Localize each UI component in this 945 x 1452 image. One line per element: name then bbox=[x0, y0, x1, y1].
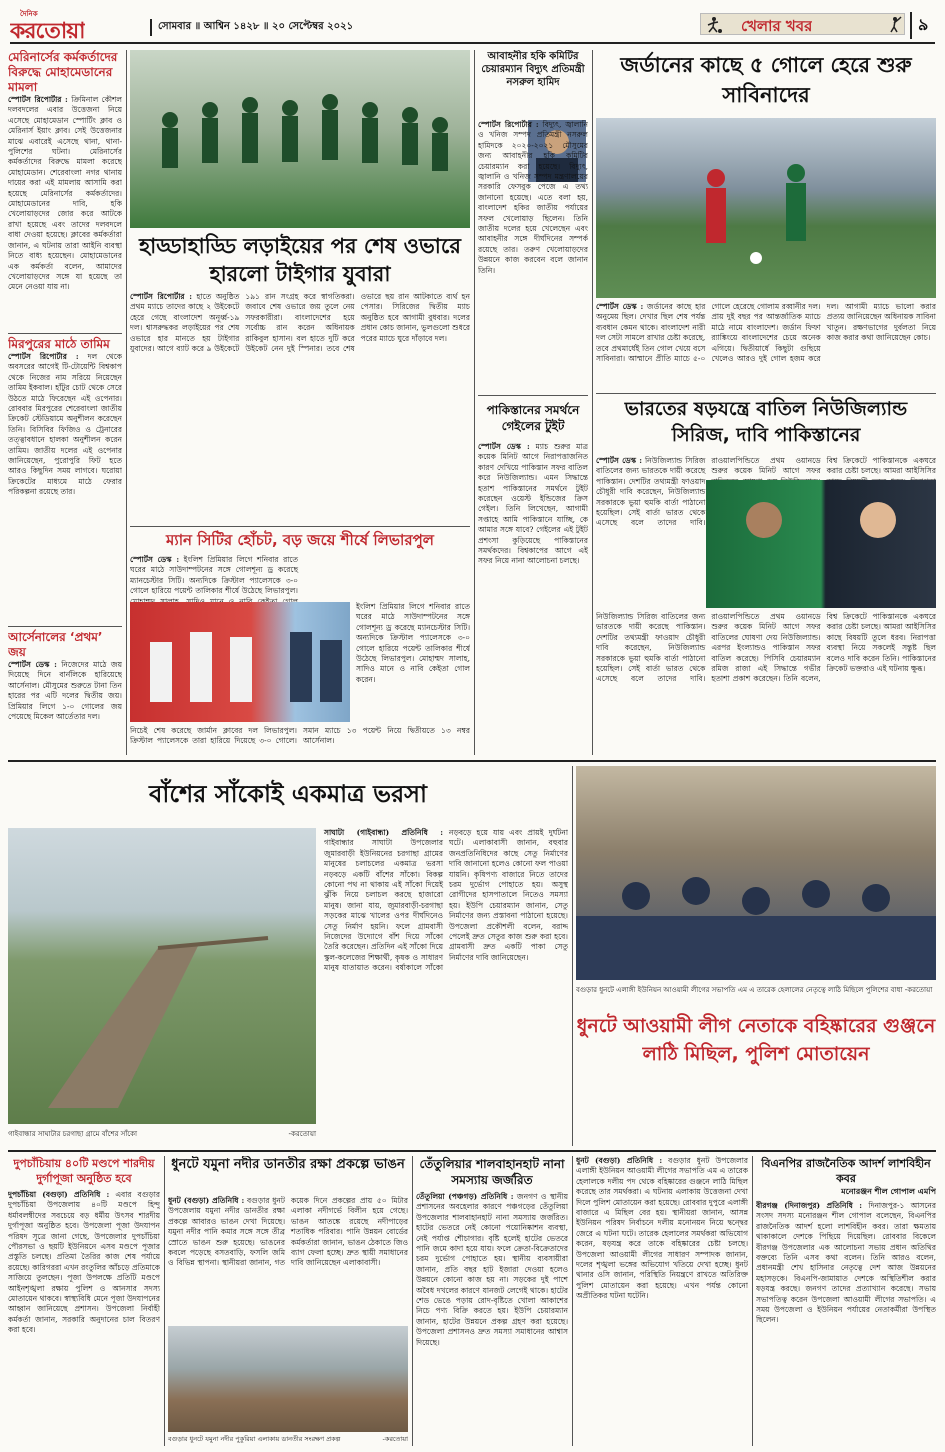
section-title: খেলার খবর bbox=[741, 17, 813, 35]
portraits bbox=[706, 480, 936, 608]
bamboo-bridge-photo bbox=[8, 828, 316, 1124]
byline: স্পোর্টস ডেস্ক : bbox=[596, 302, 644, 311]
riverbank-caption bbox=[168, 1434, 408, 1445]
story-arsenal bbox=[8, 660, 122, 750]
logo-small: দৈনিক bbox=[20, 10, 38, 18]
liverpool-caption: নিচেই শেষ করেছে জার্মান ক্লাবের দল লিভারপুল। ক্রিস্টাল প্যালেসকে তারা হারিয়ে দিয়েছে ৩-০ গোলে। সমান ম্যাচে ১৩ পয়েন্ট নিয়ে দ্বিতীয়তে ১৩ নম্বর আর্সেনাল। bbox=[130, 726, 470, 746]
headline-jamuna: ধুনটে যমুনা নদীর ডানতীর রক্ষা প্রকল্পে ভাঙন bbox=[171, 1157, 405, 1172]
byline: তেঁতুলিয়া (পঞ্চগড়) প্রতিনিধি : bbox=[416, 1192, 514, 1201]
byline: স্পোর্টস রিপোর্টার : bbox=[8, 95, 68, 104]
byline: সাঘাটা (গাইবান্ধা) প্রতিনিধি : bbox=[324, 828, 443, 837]
story-gayle bbox=[478, 442, 588, 752]
body: গাইবান্ধার সাঘাটা উপজেলার জুমারবাড়ী ইউনিয়নের চরগাছা গ্রামের মানুষের চলাচলের একমাত্র ভরসা নড়বড়ে একটি বাঁশের সাঁকো। বিকল্প কোনো পথ না থাকায় এই সাঁকো দিয়েই ঝুঁকি নিয়ে চলাচল করছে হাজারো মানুষ। জানা যায়, জুমারবাড়ী-চরগাছা সড়কের মাঝে খালের ওপর দীর্ঘদিনেও সেতু নির্মাণ হয়নি। ফলে গ্রামবাসী নিজেদের উদ্যোগে বাঁশ দিয়ে সাঁকো তৈরি করেছেন। প্রতিদিন এই সাঁকো দিয়ে স্কুল-কলেজের শিক্ষার্থী, কৃষক ও সাধারণ মানুষ যাতায়াত করেন। বর্ষাকালে সাঁকো নড়বড়ে হয়ে যায় এবং প্রায়ই দুর্ঘটনা ঘটে। এলাকাবাসী জানান, বহুবার জনপ্রতিনিধিদের কাছে সেতু নির্মাণের দাবি জানানো হলেও কোনো ফল পাওয়া যায়নি। কৃষিপণ্য বাজারে নিতে তাদের চরম দুর্ভোগ পোহাতে হয়। অসুস্থ রোগীদের হাসপাতালে নিতেও সমস্যা হয়। ইউপি চেয়ারম্যান জানান, সেতু নির্মাণের জন্য প্রস্তাবনা পাঠানো হয়েছে। উপজেলা প্রকৌশলী বলেন, বরাদ্দ পেলেই দ্রুত সেতুর কাজ শুরু করা হবে। গ্রামবাসী দ্রুত একটি পাকা সেতু নির্মাণের দাবি জানিয়েছেন। bbox=[324, 828, 568, 973]
bnp-story bbox=[756, 1156, 936, 1446]
body: দল থেকে অবসরের আগেই টি-টোয়েন্টি বিশ্বকাপ থেকে নিজের নাম সরিয়ে নিয়েছেন তামিম ইকবাল। হাঁটুর চোট থেকে সেরে উঠতে মাঠে ফিরেছেন এই ওপেনার। রোববার মিরপুরের শেরেবাংলা জাতীয় ক্রিকেট স্টেডিয়ামে অনুশীলন করেছেন তিনি। বিসিবির ফিজিও ও ট্রেনারের তত্ত্বাবধানে হালকা অনুশীলন করেন তামিম। জাতীয় দলের এই ওপেনার জানিয়েছেন, পুরোপুরি ফিট হতে আরও কিছুদিন সময় লাগবে। ঘরোয়া ক্রিকেটের মাধ্যমে মাঠে ফেরার পরিকল্পনা রয়েছে তার। bbox=[8, 352, 122, 497]
dhunot-body bbox=[576, 1156, 748, 1446]
headline-shalbahan: তেঁতুলিয়ার শালবাহানহাট নানা সমস্যায় জর্জরিত bbox=[419, 1157, 565, 1187]
caption-text: বগুড়ার ধুনটে এলাঙ্গী ইউনিয়ন আওয়ামী লীগের সভাপতি এম এ তারেক হেলালের নেতৃত্বে লাঠি মিছিলে পুলিশের বাধা bbox=[576, 986, 903, 994]
headline-bamboo: বাঁশের সাঁকোই একমাত্র ভরসা bbox=[149, 780, 427, 808]
story-city-left bbox=[130, 555, 298, 597]
headline-mariners: মেরিনার্সের কর্মকর্তাদের বিরুদ্ধে মোহামেডানের মামলা bbox=[8, 50, 118, 94]
body: বগুড়ার ধুনট উপজেলার এলাঙ্গী ইউনিয়ন আওয়ামী লীগের সভাপতি এম এ তারেক হেলালকে দলীয় পদ থেকে বহিষ্কারের গুঞ্জনে লাঠি মিছিল করেছে তার সমর্থকরা। এ ঘটনায় এলাকায় উত্তেজনা দেখা দিলে পুলিশ মোতায়েন করা হয়েছে। রোববার দুপুরে এলাঙ্গী বাজারে এ মিছিল বের হয়। স্থানীয়রা জানান, আসন্ন ইউনিয়ন পরিষদ নির্বাচনে দলীয় মনোনয়ন নিয়ে দ্বন্দ্বের জেরে এ ঘটনা ঘটে। তারেক হেলালের সমর্থকরা অভিযোগ করেন, ষড়যন্ত্র করে তাকে বহিষ্কারের চেষ্টা চলছে। উপজেলা আওয়ামী লীগের সাধারণ সম্পাদক জানান, দলের শৃঙ্খলা ভঙ্গের অভিযোগ খতিয়ে দেখা হচ্ছে। ধুনট থানার ওসি জানান, পরিস্থিতি নিয়ন্ত্রণে রাখতে অতিরিক্ত পুলিশ মোতায়েন করা হয়েছে। এখন পর্যন্ত কোনো অপ্রীতিকর ঘটনা ঘটেনি। bbox=[576, 1156, 748, 1301]
youth-team-photo bbox=[130, 50, 470, 228]
caption-credit: -করতোয়া bbox=[288, 1130, 316, 1138]
players-silhouettes bbox=[130, 50, 470, 228]
players-photo bbox=[596, 118, 936, 298]
cricket-player-icon bbox=[885, 16, 903, 34]
headline-pakistan: ভারতের ষড়যন্ত্রে বাতিল নিউজিল্যান্ড সিরিজ, দাবি পাকিস্তানের bbox=[624, 398, 908, 446]
bamboo-body bbox=[324, 828, 568, 1138]
jamuna-body bbox=[168, 1196, 408, 1324]
byline: বীরগঞ্জ (দিনাজপুর) প্রতিনিধি : bbox=[756, 1201, 863, 1210]
durga-puja-story bbox=[8, 1156, 160, 1446]
football-player-icon bbox=[705, 16, 723, 34]
byline: ধুনট (বগুড়া) প্রতিনিধি : bbox=[576, 1156, 663, 1165]
byline: স্পোর্টস রিপোর্টার : bbox=[130, 292, 192, 301]
headline-tamim: মিরপুরের মাঠে তামিম bbox=[8, 333, 122, 352]
story-jordan bbox=[596, 302, 936, 390]
headline-jordan: জর্ডানের কাছে ৫ গোলে হেরে শুরু সাবিনাদের bbox=[620, 53, 912, 107]
byline: স্পোর্টস ডেস্ক : bbox=[130, 555, 180, 564]
body: নিজেদের মাঠে জয় দিয়েছে দিনে বার্নলিকে হারিয়েছে আর্সেনাল। মৌসুমের শুরুতে টানা তিন হারের পর এটি দলের দ্বিতীয় জয়। প্রিমিয়ার লিগে ১-০ গোলের জয় পেয়েছে মিকেল আর্তেতার দল। bbox=[8, 660, 122, 722]
caption-credit: -করতোয়া bbox=[904, 986, 933, 994]
caption-text: বগুড়ার ধুনটে যমুনা নদীর পুকুরিয়া এলাকায় ডানতীর সংরক্ষণ প্রকল্প bbox=[168, 1435, 341, 1443]
crowd-drawing bbox=[576, 766, 936, 980]
bnp-speaker: মনোরঞ্জন শীল গোপাল এমপি bbox=[841, 1187, 936, 1196]
col2 bbox=[130, 50, 470, 755]
headline-puja: দুপচাঁচিয়ায় ৪০টি মণ্ডপে শারদীয় দুর্গাপূজা অনুষ্ঠিত হবে bbox=[13, 1157, 155, 1185]
players-photo bbox=[130, 602, 350, 722]
jordan-match-photo bbox=[596, 118, 936, 298]
masthead bbox=[10, 8, 935, 40]
byline: ধুনট (বগুড়া) প্রতিনিধি : bbox=[168, 1196, 245, 1205]
babar-latham-photo bbox=[706, 480, 936, 608]
body: ইংলিশ প্রিমিয়ার লিগে শনিবার রাতে ঘরের মাঠে সাউদাম্পটনের সঙ্গে গোলশূন্য ড্র করেছে ম্যানচেস্টার সিটি। অন্যদিকে ক্রিস্টাল প্যালেসকে ৩-০ গোলে হারিয়ে পয়েন্ট তালিকার শীর্ষে উঠেছে লিভারপুল। bbox=[130, 555, 299, 596]
col1 bbox=[8, 50, 122, 755]
byline: স্পোর্টস রিপোর্টার : bbox=[478, 120, 539, 129]
page-number: ৯ bbox=[910, 12, 935, 39]
dhunot-awami-story bbox=[576, 766, 936, 1146]
section-banner bbox=[700, 13, 905, 35]
headline-gayle: পাকিস্তানের সমর্থনে গেইলের টুইট bbox=[486, 403, 580, 433]
issue-date: সোমবার ॥ আশ্বিন ১৪২৮ ॥ ২০ সেপ্টেম্বর ২০২১ bbox=[150, 19, 550, 36]
byline: স্পোর্টস ডেস্ক : bbox=[8, 660, 57, 669]
body: ইংলিশ প্রিমিয়ার লিগে শনিবার রাতে ঘরের মাঠে সাউদাম্পটনের সঙ্গে গোলশূন্য ড্র করেছে ম্যানচেস্টার সিটি। অন্যদিকে ক্রিস্টাল প্যালেসকে ৩-০ গোলে হারিয়ে পয়েন্ট তালিকার শীর্ষে উঠেছে লিভারপুল। মোহাম্মদ সালাহ, সাদিও মানে ও নাবি কেইতা গোল করেন। bbox=[356, 602, 470, 684]
headline-arsenal: আর্সেনালের ‘প্রথম’ জয় bbox=[8, 626, 122, 660]
body: বিদ্যুৎ, জ্বালানি ও খনিজ সম্পদ প্রতিমন্ত্রী নসরুল হামিদকে ২০২০-২০২১ মৌসুমের জন্য আবাহনীর হকি কমিটির চেয়ারম্যান করা হয়েছে। বিদ্যুৎ, জ্বালানি ও খনিজ সম্পদ মন্ত্রণালয়ের সরকারি ফেসবুক পেজে এ তথ্য জানানো হয়েছে। এতে বলা হয়, বাংলাদেশ হকির জাতীয় পর্যায়ের সফল খেলোয়াড় ছিলেন। তিনি জাতীয় দলের হয়ে খেলেছেন এবং আবাহনীর সঙ্গে দীর্ঘদিনের সম্পর্ক রয়েছে তার। তরুণ খেলোয়াড়দের উন্নয়নে কাজ করবেন বলে জানান তিনি। bbox=[478, 120, 588, 275]
body: জর্ডানের কাছে হার অনুমেয় ছিল। দেখার ছিল শেষ পর্যন্ত ব্যবধান কেমন থাকে। বাংলাদেশ নারী দল সেটা সামলে রাখার চেষ্টা করেছে, তবে প্রথমার্ধেই তিন গোল খেয়ে বসে সাবিনারা। আম্মানে প্রীতি ম্যাচে ৫-০ গোলে হেরেছে গোলাম রব্বানীর দল। প্রায় দুই বছর পর আন্তর্জাতিক ম্যাচে মাঠে নামে বাংলাদেশ। জর্ডান ফিফা র‍্যাঙ্কিংয়ে বাংলাদেশের চেয়ে অনেক এগিয়ে। দ্বিতীয়ার্ধে কিছুটা গুছিয়ে খেলেও আরও দুই গোল হজম করে দল। আগামী ম্যাচে ভালো করার প্রত্যয় জানিয়েছেন অধিনায়ক সাবিনা খাতুন। রক্ষণভাগের দুর্বলতা নিয়ে কাজ করার কথা জানিয়েছেন কোচ। bbox=[596, 302, 936, 364]
procession-photo bbox=[576, 766, 936, 980]
story-tamim bbox=[8, 352, 122, 622]
byline: স্পোর্টস ডেস্ক : bbox=[596, 456, 643, 465]
liverpool-photo bbox=[130, 602, 350, 722]
story-mariners bbox=[8, 95, 122, 327]
story-pakistan-bottom bbox=[596, 612, 936, 752]
byline: স্পোর্টস ডেস্ক : bbox=[478, 442, 530, 451]
byline: দুপচাঁচিয়া (বগুড়া) প্রতিনিধি : bbox=[8, 1190, 110, 1199]
body: ক্রিমিনাল কৌশল দলবদলের এবার উত্তেজনা নিয়ে এসেছে মোহামেডান স্পোর্টিং ক্লাব ও মেরিনার্স ইয়াং ক্লাব। সেই উত্তেজনার মাঝে এবারেই এসেছে থানা, থানা-পুলিশের ঘটনা। মেরিনার্সের কর্মকর্তাদের বিরুদ্ধে মামলা করেছে মোহামেডান। শেরেবাংলা নগর থানায় দায়ের করা এই মামলায় আসামি করা হয়েছে মেরিনার্সের কর্মকর্তাদের। মোহামেডানের দাবি, হকি খেলোয়াড়দের জোর করে আটকে রাখা হয়েছে এবং তাদের দলবদলে বাধা দেওয়া হয়েছে। ক্লাবের কর্মকর্তারা জানান, এ ঘটনায় তারা আইনি ব্যবস্থা নিতে বাধ্য হয়েছেন। মোহামেডানের এক কর্মকর্তা বলেন, আমাদের খেলোয়াড়দের সঙ্গে যা হয়েছে তা মেনে নেওয়া যায় না। bbox=[8, 95, 122, 292]
body: হাতে অনুষ্ঠিত প্রথম ম্যাচে তাদের কাছে ২ উইকেটে হেরে গেছে বাংলাদেশ অনূর্ধ্ব-১৯ দল। শ্বাসরুদ্ধকর লড়াইয়ের পর শেষ ওভারে হার মানতে হয় টাইগার যুবাদের। আগে ব্যাট করে ৯ উইকেটে ১৯১ রান সংগ্রহ করে স্বাগতিকরা। জবাবে শেষ ওভারে জয় তুলে নেয় সফরকারীরা। বাংলাদেশের হয়ে সর্বোচ্চ রান করেন অধিনায়ক রাকিবুল হাসান। বল হাতে দুটি করে উইকেট নেন দুই স্পিনার। তবে শেষ ওভারে ছয় রান আটকাতে ব্যর্থ হন পেসার। সিরিজের দ্বিতীয় ম্যাচ অনুষ্ঠিত হবে আগামী বুধবার। দলের প্রধান কোচ জানান, ভুলগুলো শুধরে পরের ম্যাচে ঘুরে দাঁড়াবে দল। bbox=[130, 292, 470, 354]
caption-credit: -করতোয়া bbox=[382, 1435, 408, 1443]
caption-text: গাইবান্ধার সাঘাটার চরগাছা গ্রামে বাঁশের সাঁকো bbox=[8, 1130, 138, 1138]
body: জনগণ ও স্থানীয় প্রশাসনের অবহেলার কারণে পঞ্চগড়ের তেঁতুলিয়া উপজেলার শালবাহানহাট নানা সমস্যায় জর্জরিত। হাটের ভেতরে নেই কোনো পয়োনিষ্কাশন ব্যবস্থা, নেই পর্যাপ্ত শৌচাগার। বৃষ্টি হলেই হাটের ভেতরে পানি জমে কাদা হয়ে যায়। ফলে ক্রেতা-বিক্রেতাদের চরম দুর্ভোগ পোহাতে হয়। স্থানীয় ব্যবসায়ীরা জানান, প্রতি বছর হাট ইজারা দেওয়া হলেও উন্নয়নে কোনো কাজ হয় না। সড়কের দুই পাশে অবৈধ দখলের কারণে যানজট লেগেই থাকে। হাটের শেড ভেঙে পড়ায় রোদ-বৃষ্টিতে খোলা আকাশের নিচে পণ্য বিক্রি করতে হয়। ইউপি চেয়ারম্যান জানান, হাটের উন্নয়নে প্রকল্প গ্রহণ করা হয়েছে। উপজেলা প্রশাসনও দ্রুত সমস্যা সমাধানের আশ্বাস দিয়েছে। bbox=[416, 1192, 568, 1347]
body: নিউজিল্যান্ড সিরিজ বাতিলের জন্য ভারতকে দায়ী করেছে পাকিস্তান। দেশটির তথ্যমন্ত্রী ফাওয়াদ চৌধুরী দাবি করেছেন, নিউজিল্যান্ড সরকারকে ভুয়া হুমকি বার্তা পাঠানো হয়েছিল। সেই বার্তা ভারত থেকে এসেছে বলে তাদের দাবি। রাওয়ালপিন্ডিতে প্রথম ওয়ানডে শুরুর কয়েক মিনিট আগে সফর বিশ্ব ক্রিকেটে পাকিস্তানকে একঘরে করার চেষ্টা চলছে। আমরা আইসিসির bbox=[596, 456, 936, 528]
story-tigers bbox=[130, 292, 470, 522]
headline-bnp: বিএনপির রাজনৈতিক আদর্শ লাশবিহীন কবর bbox=[761, 1157, 931, 1185]
story-abahani bbox=[478, 120, 588, 390]
shalbahan-story bbox=[416, 1156, 568, 1446]
headline-dhunot-awami: ধুনটে আওয়ামী লীগ নেতাকে বহিষ্কারের গুঞ্জনে লাঠি মিছিল, পুলিশ মোতায়েন bbox=[576, 1015, 936, 1065]
body: ম্যাচ শুরুর মাত্র কয়েক মিনিট আগে নিরাপত্তাজনিত কারণ দেখিয়ে পাকিস্তান সফর বাতিল করে নিউজিল্যান্ড। এমন সিদ্ধান্তে হতাশ পাকিস্তানের সমর্থনে টুইট করেছেন ওয়েস্ট ইন্ডিজের ক্রিস গেইল। তিনি লিখেছেন, আগামী সপ্তাহে আমি পাকিস্তানে যাচ্ছি, কে আমার সঙ্গে যাবে? গেইলের এই টুইট প্রশংসা কুড়িয়েছে পাকিস্তানের সমর্থকদের। বিশ্বকাপের আগে এই সফর নিয়ে নানা আলোচনা চলছে। bbox=[478, 442, 588, 566]
body: এবার বগুড়ার দুপচাঁচিয়া উপজেলায় ৪০টি মণ্ডপে হিন্দু ধর্মাবলম্বীদের সবচেয়ে বড় ধর্মীয় উৎসব শারদীয় দুর্গাপূজা অনুষ্ঠিত হবে। উপজেলা পূজা উদযাপন পরিষদ সূত্রে জানা গেছে, উপজেলার দুপচাঁচিয়া পৌরসভা ও ছয়টি ইউনিয়নে এসব মণ্ডপে পূজার প্রস্তুতি চলছে। প্রতিমা তৈরির কাজ শেষ পর্যায়ে রয়েছে। কারিগররা এখন রংতুলির আঁচড়ে প্রতিমাকে সাজিয়ে তুলছেন। পূজা উপলক্ষে প্রতিটি মণ্ডপে আইনশৃঙ্খলা রক্ষায় পুলিশ ও আনসার সদস্য মোতায়েন থাকবে। স্বাস্থ্যবিধি মেনে পূজা উদযাপনের আহ্বান জানিয়েছে প্রশাসন। উপজেলা নির্বাহী কর্মকর্তা জানান, সরকারি অনুদানের চাল বিতরণ করা হবে। bbox=[8, 1190, 160, 1335]
headline-tigers: হাড্ডাহাড্ডি লড়াইয়ের পর শেষ ওভারে হারলো টাইগার যুবারা bbox=[139, 234, 461, 286]
riverbank-photo bbox=[168, 1326, 408, 1432]
bamboo-caption bbox=[8, 1128, 316, 1140]
procession-caption bbox=[576, 984, 936, 996]
body: বগুড়ার ধুনট উপজেলায় যমুনা নদীর ডানতীর রক্ষা প্রকল্পে আবারও ভাঙন দেখা দিয়েছে। যমুনা নদীর পানি কমার সঙ্গে সঙ্গে তীব্র স্রোতে ভাঙন শুরু হয়েছে। ভাঙনের কবলে পড়েছে বসতবাড়ি, ফসলি জমি ও বিভিন্ন স্থাপনা। স্থানীয়রা জানান, গত কয়েক দিনে প্রকল্পের প্রায় ৫০ মিটার এলাকা নদীগর্ভে বিলীন হয়ে গেছে। ভাঙন আতঙ্কে রয়েছে নদীপাড়ের শতাধিক পরিবার। পানি উন্নয়ন বোর্ডের কর্মকর্তারা জানান, ভাঙন ঠেকাতে জিও ব্যাগ ফেলা হচ্ছে। দ্রুত স্থায়ী সমাধানের দাবি জানিয়েছেন এলাকাবাসী। bbox=[168, 1196, 408, 1268]
bridge-drawing bbox=[8, 828, 316, 1124]
bnp-body bbox=[756, 1201, 936, 1437]
story-city-right bbox=[356, 602, 470, 722]
logo bbox=[10, 8, 150, 40]
headline-abahani: আবাহনীর হকি কমিটির চেয়ারম্যান বিদ্যুৎ প্রতিমন্ত্রী নসরুল হামিদ bbox=[481, 51, 585, 88]
byline: স্পোর্টস রিপোর্টার : bbox=[8, 352, 79, 361]
body: দিনাজপুর-১ আসনের সংসদ সদস্য মনোরঞ্জন শীল গোপাল বলেছেন, বিএনপির রাজনৈতিক আদর্শ হলো লাশবিহীন কবর। তারা ক্ষমতায় থাকাকালে দেশকে পিছিয়ে দিয়েছিল। রোববার বিকেলে বীরগঞ্জ উপজেলার এক আলোচনা সভায় প্রধান অতিথির বক্তব্যে তিনি এসব কথা বলেন। তিনি আরও বলেন, প্রধানমন্ত্রী শেখ হাসিনার নেতৃত্বে দেশ আজ উন্নয়নের মহাসড়কে। বিএনপি-জামায়াত দেশকে অস্থিতিশীল করার ষড়যন্ত্র করছে। জনগণ তাদের প্রত্যাখ্যান করেছে। সভায় সভাপতিত্ব করেন উপজেলা আওয়ামী লীগের সভাপতি। এ সময় উপজেলা ও ইউনিয়ন পর্যায়ের নেতাকর্মীরা উপস্থিত ছিলেন। bbox=[756, 1201, 936, 1325]
shalbahan-body bbox=[416, 1192, 568, 1432]
logo-text: করতোয়া bbox=[10, 19, 85, 40]
col3 bbox=[478, 50, 588, 755]
col4 bbox=[596, 50, 936, 755]
body: নিউজিল্যান্ড সিরিজ বাতিলের জন্য ভারতকে দায়ী করেছে পাকিস্তান। দেশটির তথ্যমন্ত্রী ফাওয়াদ চৌধুরী দাবি করেছেন, নিউজিল্যান্ড সরকারকে ভুয়া হুমকি বার্তা পাঠানো হয়েছিল। সেই বার্তা ভারত থেকে এসেছে বলে তাদের দাবি। রাওয়ালপিন্ডিতে প্রথম ওয়ানডে শুরুর কয়েক মিনিট আগে সফর বাতিলের ঘোষণা দেয় নিউজিল্যান্ড। এরপর ইংল্যান্ডও পাকিস্তান সফর বাতিল করেছে। পিসিবি চেয়ারম্যান রমিজ রাজা এই সিদ্ধান্তে গভীর হতাশা প্রকাশ করেছেন। তিনি বলেন, বিশ্ব ক্রিকেটে পাকিস্তানকে একঘরে করার চেষ্টা চলছে। আমরা আইসিসির কাছে বিষয়টি তুলে ধরব। নিরাপত্তা ব্যবস্থা নিয়ে সকলেই সন্তুষ্ট ছিল বলেও দাবি করেন তিনি। পাকিস্তানের ক্রিকেট ভক্তরাও এই ঘটনায় ক্ষুব্ধ। bbox=[596, 612, 936, 684]
bamboo-story bbox=[8, 766, 568, 1146]
jamuna-erosion-story bbox=[168, 1156, 408, 1446]
puja-body bbox=[8, 1190, 160, 1420]
headline-city: ম্যান সিটির হোঁচট, বড় জয়ে শীর্ষে লিভারপুল bbox=[166, 531, 434, 549]
